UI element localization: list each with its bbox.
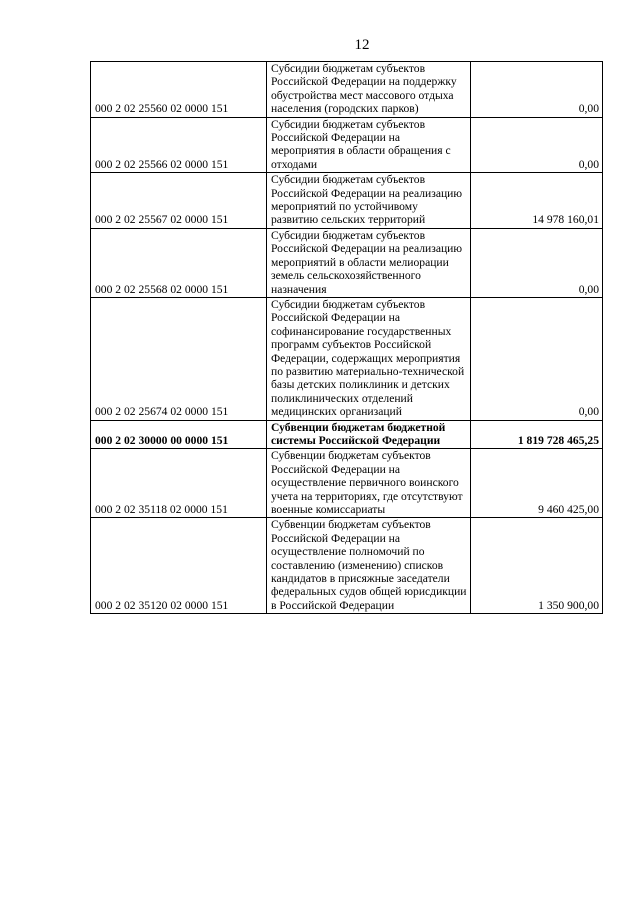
budget-code-cell: 000 2 02 25566 02 0000 151 — [91, 117, 267, 173]
budget-code-cell: 000 2 02 35120 02 0000 151 — [91, 518, 267, 614]
page-number: 12 — [354, 37, 370, 53]
budget-code-cell: 000 2 02 25567 02 0000 151 — [91, 173, 267, 229]
budget-table-body — [91, 62, 603, 614]
amount-cell: 0,00 — [471, 62, 603, 118]
table-row — [91, 518, 603, 614]
description-cell: Субсидии бюджетам субъектов Российской Федерации на реализацию мероприятий по устойчивому развитию сельских территорий — [267, 173, 471, 229]
amount-cell: 0,00 — [471, 228, 603, 297]
table-row — [91, 420, 603, 449]
description-cell: Субсидии бюджетам субъектов Российской Федерации на софинансирование государственных программ субъектов Российской Федерации, содержащих мероприятия по развитию материально-технической базы детских поликлиник и детских поликлинических отделений медицинских организаций — [267, 297, 471, 420]
budget-table — [90, 61, 603, 614]
description-cell: Субсидии бюджетам субъектов Российской Федерации на поддержку обустройства мест массового отдыха населения (городских парков) — [267, 62, 471, 118]
table-row — [91, 297, 603, 420]
amount-cell: 9 460 425,00 — [471, 449, 603, 518]
description-cell: Субвенции бюджетам субъектов Российской Федерации на осуществление первичного воинского учета на территориях, где отсутствуют военные комиссариаты — [267, 449, 471, 518]
table-row — [91, 449, 603, 518]
table-row — [91, 228, 603, 297]
budget-code-cell: 000 2 02 25674 02 0000 151 — [91, 297, 267, 420]
budget-code-cell: 000 2 02 25568 02 0000 151 — [91, 228, 267, 297]
budget-code-cell: 000 2 02 35118 02 0000 151 — [91, 449, 267, 518]
table-row — [91, 117, 603, 173]
amount-cell: 0,00 — [471, 297, 603, 420]
table-row — [91, 173, 603, 229]
description-cell: Субсидии бюджетам субъектов Российской Федерации на реализацию мероприятий в области мелиорации земель сельскохозяйственного назначения — [267, 228, 471, 297]
budget-code-cell: 000 2 02 25560 02 0000 151 — [91, 62, 267, 118]
description-cell: Субвенции бюджетам субъектов Российской Федерации на осуществление полномочий по составлению (изменению) списков кандидатов в присяжные заседатели федеральных судов общей юрисдикции в Российской Федерации — [267, 518, 471, 614]
description-cell: Субсидии бюджетам субъектов Российской Федерации на мероприятия в области обращения с отходами — [267, 117, 471, 173]
amount-cell: 14 978 160,01 — [471, 173, 603, 229]
amount-cell: 0,00 — [471, 117, 603, 173]
table-row — [91, 62, 603, 118]
budget-code-cell: 000 2 02 30000 00 0000 151 — [91, 420, 267, 449]
description-cell: Субвенции бюджетам бюджетной системы Российской Федерации — [267, 420, 471, 449]
amount-cell: 1 819 728 465,25 — [471, 420, 603, 449]
amount-cell: 1 350 900,00 — [471, 518, 603, 614]
